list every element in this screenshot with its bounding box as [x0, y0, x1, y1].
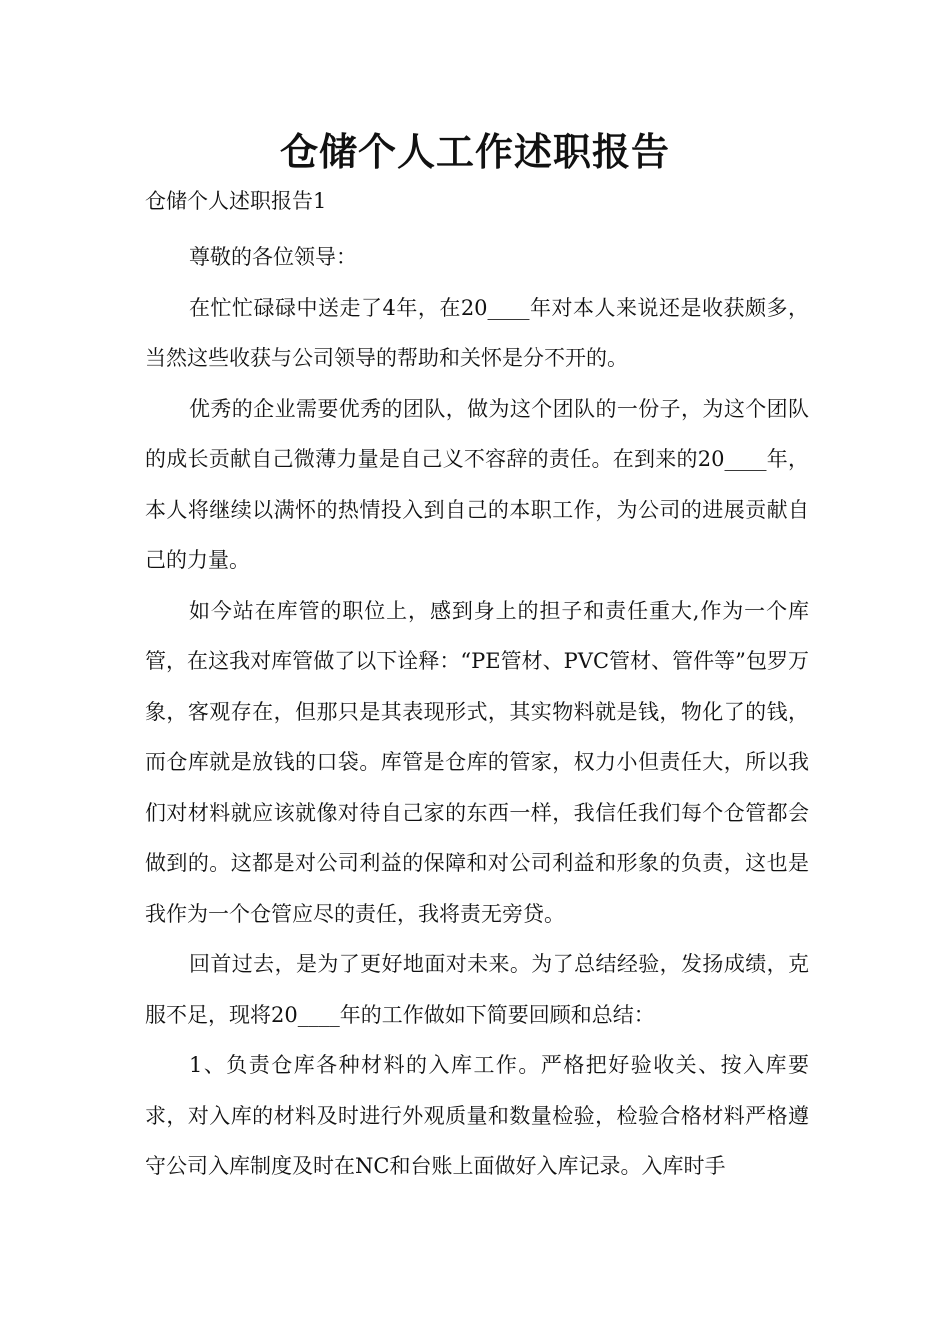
paragraph-salutation: 尊敬的各位领导：: [189, 245, 357, 269]
paragraph: 回首过去，是为了更好地面对未来。为了总结经验，发扬成绩，克服不足，现将20____年的工作做如下简要回顾和总结：: [145, 952, 809, 1027]
document-title: 仓储个人工作述职报告: [279, 129, 670, 174]
paragraph: 1、负责仓库各种材料的入库工作。严格把好验收关、按入库要求，对入库的材料及时进行外观质量和数量检验，检验合格材料严格遵守公司入库制度及时在NC和台账上面做好入库记录。入库时手: [145, 1053, 809, 1178]
document-body: [145, 232, 809, 1192]
paragraph: 在忙忙碌碌中送走了4年，在20____年对本人来说还是收获颇多，当然这些收获与公司领导的帮助和关怀是分不开的。: [145, 295, 809, 370]
paragraph: 如今站在库管的职位上，感到身上的担子和责任重大,作为一个库管，在这我对库管做了以下诠释：“PE管材、PVC管材、管件等”包罗万象，客观存在，但那只是其表现形式，其实物料就是钱，物化了的钱，而仓库就是放钱的口袋。库管是仓库的管家，权力小但责任大，所以我们对材料就应该就像对待自己家的东西一样，我信任我们每个仓管都会做到的。这都是对公司利益的保障和对公司利益和形象的负责，这也是我作为一个仓管应尽的责任，我将责无旁贷。: [145, 598, 809, 926]
document-subtitle: 仓储个人述职报告1: [145, 189, 327, 213]
paragraph: 优秀的企业需要优秀的团队，做为这个团队的一份子，为这个团队的成长贡献自己微薄力量是自己义不容辞的责任。在到来的20____年，本人将继续以满怀的热情投入到自己的本职工作，为公司的进展贡献自己的力量。: [145, 396, 809, 572]
